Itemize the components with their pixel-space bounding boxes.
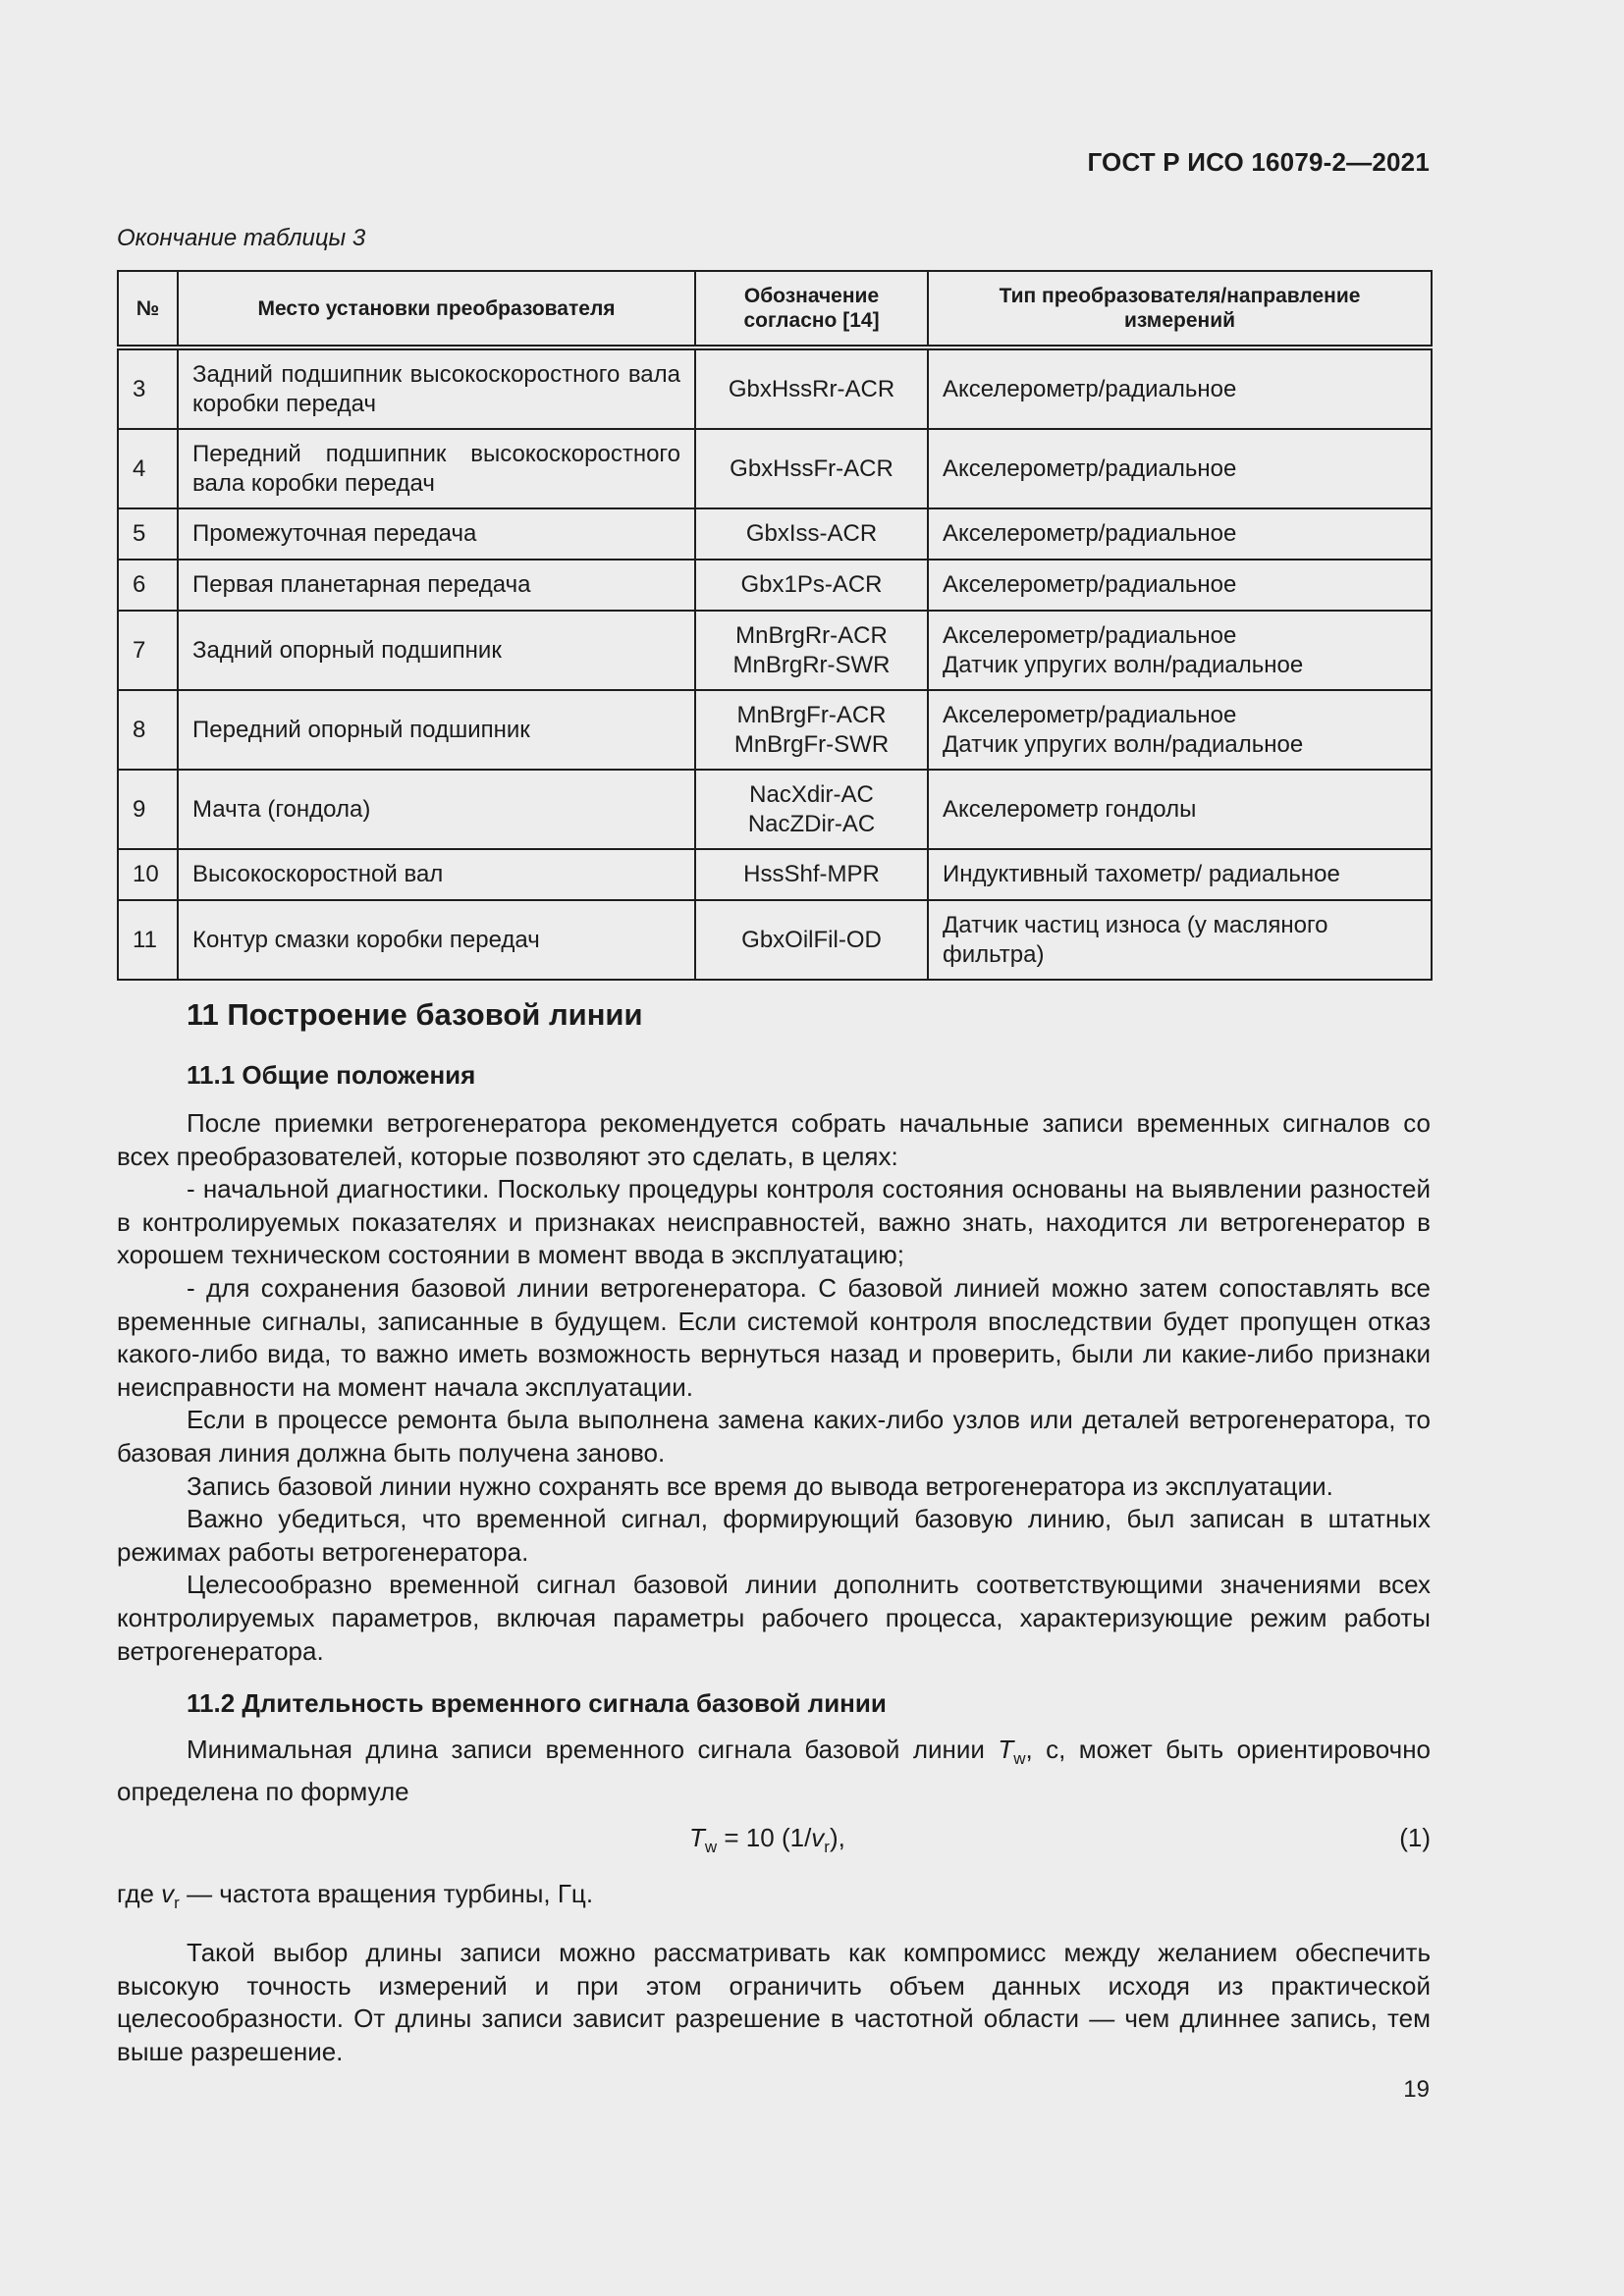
sensor-type	[928, 347, 1432, 429]
subscript-w: w	[1013, 1749, 1026, 1769]
designation	[695, 849, 928, 900]
table-row	[118, 849, 1432, 900]
sensor-type-line: Акселерометр/радиальное	[943, 621, 1237, 649]
designation-line: GbxHssRr-ACR	[728, 375, 895, 402]
subscript-r: r	[174, 1894, 180, 1913]
sensor-type-line: Датчик упругих волн/радиальное	[943, 730, 1304, 758]
installation-place: Передний опорный подшипник	[178, 690, 695, 770]
formula-expression	[689, 1823, 845, 1857]
sensor-type-line: Акселерометр гондолы	[943, 795, 1197, 823]
paragraph: - начальной диагностики. Поскольку процедуры контроля состояния основаны на выявлении разностей в контролируемых показателях и признаках неисправностей, важно знать, находится ли ветрогенератор в хорошем техническом состоянии в момент ввода в эксплуатацию;	[117, 1174, 1431, 1270]
designation-line: NacXdir-AC	[749, 780, 874, 808]
sensor-type-line: Индуктивный тахометр/ радиальное	[943, 861, 1340, 887]
formula-where	[117, 1879, 593, 1913]
table-row	[118, 347, 1432, 429]
installation-place: Передний подшипник высокоскоростного вала коробки передач	[178, 429, 695, 508]
installation-place: Промежуточная передача	[178, 508, 695, 560]
sensor-type	[928, 429, 1432, 508]
column-header: Место установки преобразователя	[178, 271, 695, 347]
equation-number: (1)	[1399, 1823, 1431, 1852]
subsection-heading: 11.1 Общие положения	[187, 1060, 476, 1090]
duration-intro	[117, 1734, 1431, 1808]
designation	[695, 560, 928, 611]
paragraph	[117, 1734, 1431, 1808]
designation	[695, 429, 928, 508]
table-row	[118, 429, 1432, 508]
installation-place: Мачта (гондола)	[178, 770, 695, 849]
designation-line: MnBrgRr-ACR	[735, 621, 888, 649]
designation	[695, 690, 928, 770]
sensor-type-line: Акселерометр/радиальное	[943, 520, 1237, 547]
row-number: 5	[118, 508, 178, 560]
table-row	[118, 770, 1432, 849]
subscript-w: w	[704, 1838, 718, 1857]
designation-line: MnBrgRr-SWR	[732, 651, 891, 678]
sensor-type	[928, 560, 1432, 611]
designation	[695, 900, 928, 980]
where-text: — частота вращения турбины, Гц.	[179, 1879, 594, 1908]
designation	[695, 611, 928, 690]
row-number: 11	[118, 900, 178, 980]
formula-text: ),	[829, 1823, 845, 1852]
designation-line: MnBrgFr-SWR	[733, 730, 890, 758]
sensor-type	[928, 770, 1432, 849]
paragraph: Важно убедиться, что временной сигнал, формирующий базовую линию, был записан в штатных режимах работы ветрогенератора.	[117, 1504, 1431, 1567]
page-number: 19	[1403, 2076, 1430, 2103]
formula-1	[117, 1823, 1431, 1862]
row-number: 7	[118, 611, 178, 690]
intro-text: Минимальная длина записи временного сигнала базовой линии	[187, 1735, 999, 1764]
designation-line: NacZDir-AC	[747, 810, 876, 837]
sensor-type-line: Акселерометр/радиальное	[943, 571, 1237, 598]
designation-line: Gbx1Ps-ACR	[740, 571, 883, 598]
installation-place: Высокоскоростной вал	[178, 849, 695, 900]
table-row	[118, 560, 1432, 611]
subsection-heading: 11.2 Длительность временного сигнала базовой линии	[187, 1688, 887, 1718]
sensor-type	[928, 690, 1432, 770]
paragraph: Целесообразно временной сигнал базовой линии дополнить соответствующими значениями всех контролируемых параметров, включая параметры рабочего процесса, характеризующие режим работы ветрогенератора.	[117, 1570, 1431, 1666]
designation	[695, 508, 928, 560]
row-number: 8	[118, 690, 178, 770]
designation-line: HssShf-MPR	[743, 861, 880, 887]
subscript-r: r	[824, 1838, 830, 1857]
installation-place: Задний опорный подшипник	[178, 611, 695, 690]
symbol-t: T	[998, 1735, 1014, 1764]
sensor-table	[117, 270, 1433, 981]
row-number: 9	[118, 770, 178, 849]
designation-line: GbxIss-ACR	[745, 520, 878, 547]
installation-place: Контур смазки коробки передач	[178, 900, 695, 980]
table-caption: Окончание таблицы 3	[117, 225, 366, 251]
document-id: ГОСТ Р ИСО 16079-2—2021	[1087, 147, 1430, 177]
sensor-type	[928, 900, 1432, 980]
paragraph: - для сохранения базовой линии ветрогенератора. С базовой линией можно затем сопоставлять все временные сигналы, записанные в будущем. Если системой контроля впоследствии будет пропущен отказ какого-либо вида, то важно иметь возможность вернуться назад и проверить, были ли какие-либо признаки неисправности на момент начала эксплуатации.	[117, 1272, 1431, 1402]
designation-line: GbxOilFil-OD	[741, 926, 882, 953]
column-header: Тип преобразователя/направление измерений	[928, 271, 1432, 347]
sensor-type-line: Датчик частиц износа (у масляного фильтра)	[943, 911, 1328, 968]
paragraph: Такой выбор длины записи можно рассматривать как компромисс между желанием обеспечить высокую точность измерений и при этом ограничить объем данных исходя из практической целесообразности. От длины записи зависит разрешение в частотной области — чем длиннее запись, тем выше разрешение.	[117, 1938, 1431, 2066]
symbol-v: v	[811, 1823, 825, 1852]
section-heading: 11 Построение базовой линии	[187, 997, 643, 1032]
sensor-type	[928, 611, 1432, 690]
intro-text: , c, может быть ориентировочно определена по формуле	[117, 1735, 1432, 1806]
table-row	[118, 690, 1432, 770]
paragraph: Запись базовой линии нужно сохранять все время до вывода ветрогенератора из эксплуатации.	[187, 1470, 1333, 1501]
sensor-type-line: Датчик упругих волн/радиальное	[943, 651, 1304, 678]
designation-line: GbxHssFr-ACR	[730, 454, 893, 482]
column-header: №	[118, 271, 178, 347]
column-header: Обозначение согласно [14]	[695, 271, 928, 347]
symbol-t: T	[689, 1823, 705, 1852]
table-row	[118, 508, 1432, 560]
installation-place: Первая планетарная передача	[178, 560, 695, 611]
designation	[695, 347, 928, 429]
designation-line: MnBrgFr-ACR	[736, 701, 887, 728]
table-row	[118, 900, 1432, 980]
installation-place: Задний подшипник высокоскоростного вала коробки передач	[178, 347, 695, 429]
where-text: где	[117, 1879, 162, 1908]
designation	[695, 770, 928, 849]
table-row	[118, 611, 1432, 690]
sensor-type	[928, 508, 1432, 560]
row-number: 6	[118, 560, 178, 611]
sensor-type-line: Акселерометр/радиальное	[943, 701, 1237, 728]
paragraph: После приемки ветрогенератора рекомендуется собрать начальные записи временных сигналов со всех преобразователей, которые позволяют это сделать, в целях:	[117, 1108, 1431, 1171]
table-header-row	[118, 271, 1432, 347]
sensor-type-line: Акселерометр/радиальное	[943, 375, 1237, 402]
sensor-type-line: Акселерометр/радиальное	[943, 454, 1237, 482]
general-provisions-text	[117, 1107, 1431, 1668]
sensor-type	[928, 849, 1432, 900]
formula-text: = 10 (1/	[717, 1823, 812, 1852]
row-number: 4	[118, 429, 178, 508]
closing-text	[117, 1937, 1431, 2068]
paragraph: Если в процессе ремонта была выполнена замена каких-либо узлов или деталей ветрогенератора, то базовая линия должна быть получена заново.	[117, 1405, 1431, 1468]
row-number: 3	[118, 347, 178, 429]
row-number: 10	[118, 849, 178, 900]
symbol-v: v	[161, 1879, 175, 1908]
